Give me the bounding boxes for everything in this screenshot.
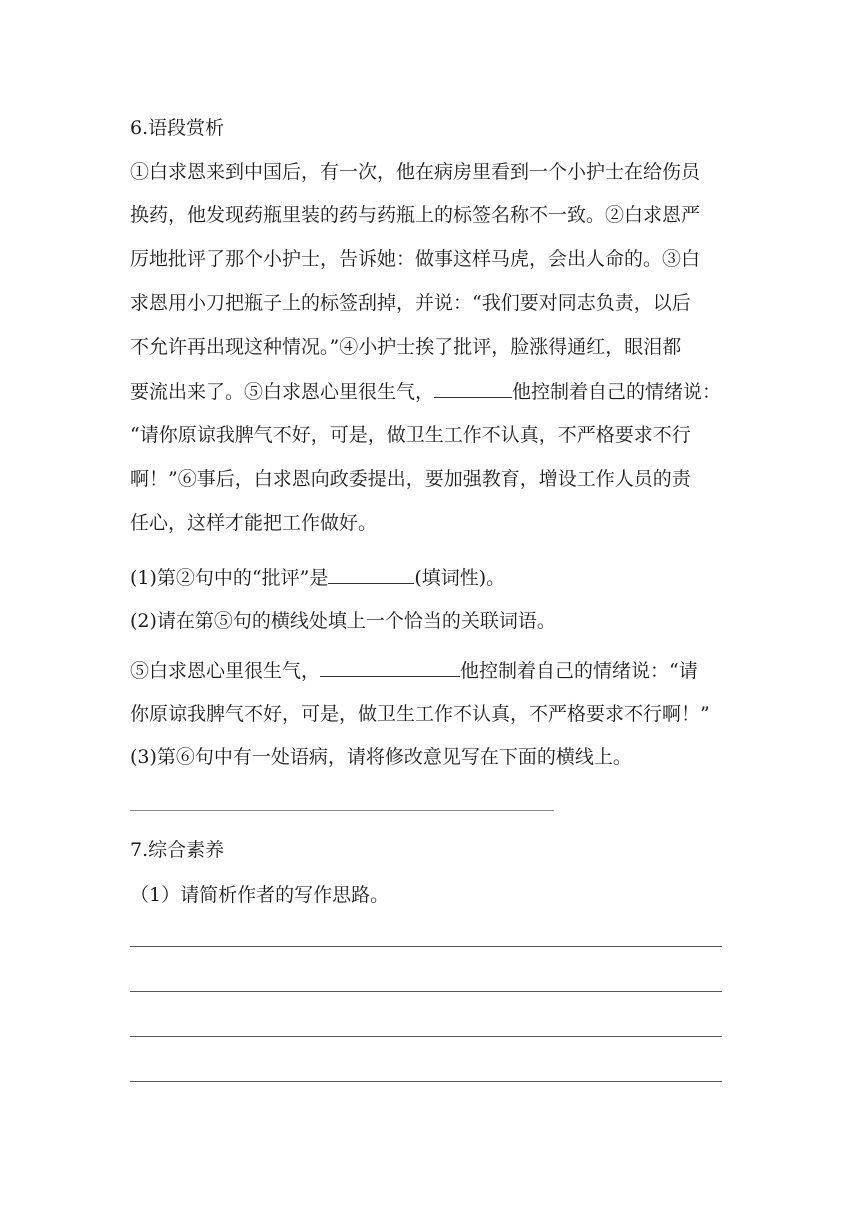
passage-line-4: 求恩用小刀把瓶子上的标签刮掉，并说：“我们要对同志负责，以后	[130, 292, 691, 314]
subquestion-2: (2)请在第⑤句的横线处填上一个恰当的关联词语。	[130, 610, 556, 632]
q7-subquestion-1: （1）请简析作者的写作思路。	[130, 884, 390, 906]
passage-line-6	[130, 379, 721, 404]
answer-line-3[interactable]	[130, 1036, 722, 1037]
subquestion-text: (1)第②句中的“批评”是	[130, 567, 329, 589]
passage-text: ①白求恩来到中国后，有一次，他在病房里看到一个小护士在给伤员	[130, 161, 701, 183]
conjunction-blank[interactable]	[434, 379, 512, 398]
sentence-text: 他控制着自己的情绪说：“请	[460, 660, 698, 682]
subquestion-1	[130, 565, 505, 590]
passage-line-9: 任心，这样才能把工作做好。	[130, 512, 378, 534]
passage-line-8: 啊！”⑥事后，白求恩向政委提出，要加强教育，增设工作人员的责	[130, 468, 691, 490]
passage-line-3: 厉地批评了那个小护士，告诉她：做事这样马虎，会出人命的。③白	[130, 248, 701, 270]
correction-answer-line[interactable]	[130, 810, 554, 811]
answer-line-1[interactable]	[130, 946, 722, 947]
subquestion-2-sentence-line-2: 你原谅我脾气不好，可是，做卫生工作不认真，不严格要求不行啊！”	[130, 703, 710, 725]
subquestion-2-sentence-line-1	[130, 658, 698, 683]
passage-line-2: 换药，他发现药瓶里装的药与药瓶上的标签名称不一致。②白求恩严	[130, 204, 701, 226]
passage-text: 他控制着自己的情绪说：	[512, 381, 722, 403]
subquestion-text: (填词性)。	[414, 567, 506, 589]
part-of-speech-blank[interactable]	[328, 565, 414, 584]
answer-line-2[interactable]	[130, 991, 722, 992]
sentence-text: ⑤白求恩心里很生气，	[130, 660, 321, 682]
question-6-title: 6.语段赏析	[130, 117, 225, 139]
passage-text: 要流出来了。⑤白求恩心里很生气，	[130, 381, 435, 403]
conjunction-answer-blank[interactable]	[320, 658, 460, 677]
question-7-title: 7.综合素养	[130, 839, 225, 861]
passage-line-5: 不允许再出现这种情况。”④小护士挨了批评，脸涨得通红，眼泪都	[130, 336, 682, 358]
passage-line-1	[130, 160, 726, 184]
passage-line-7: “请你原谅我脾气不好，可是，做卫生工作不认真，不严格要求不行	[130, 424, 691, 446]
answer-line-4[interactable]	[130, 1081, 722, 1082]
subquestion-3: (3)第⑥句中有一处语病，请将修改意见写在下面的横线上。	[130, 746, 632, 768]
